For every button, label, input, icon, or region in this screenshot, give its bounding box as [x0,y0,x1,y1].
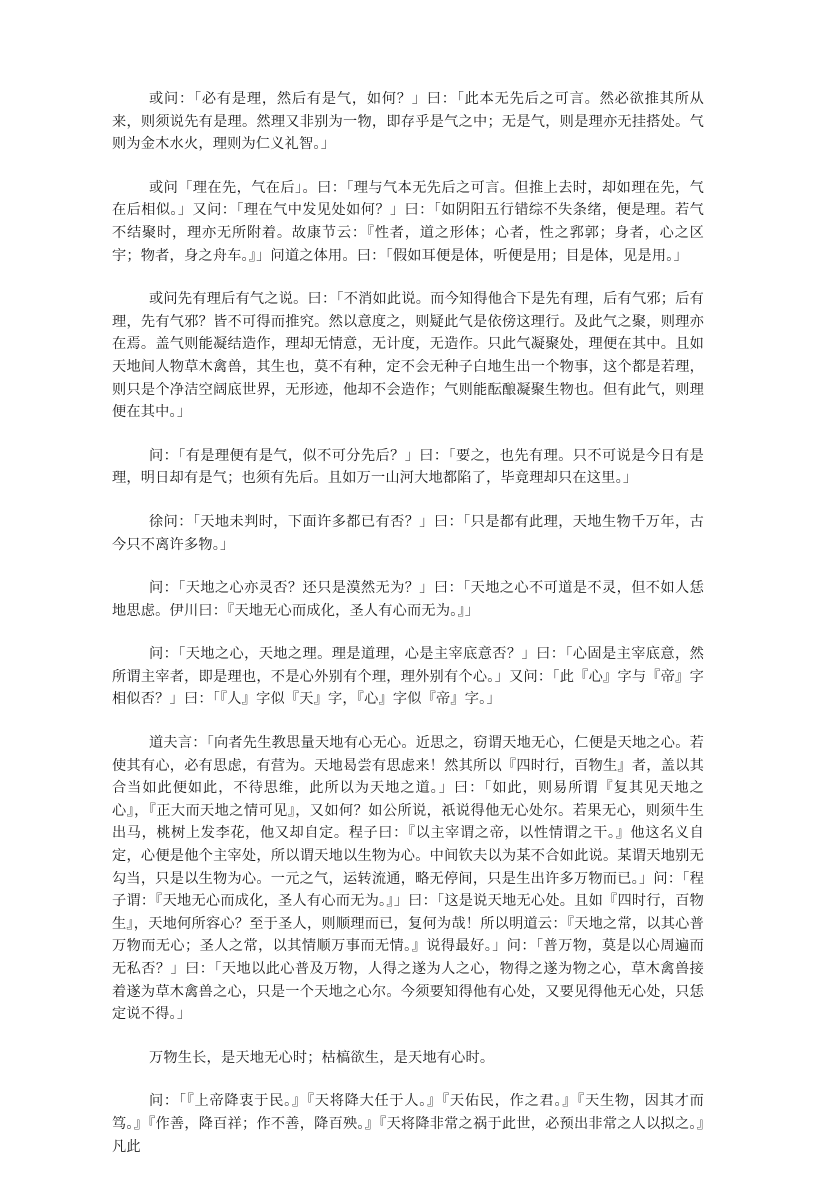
paragraph-6: 问：「天地之心亦灵否？还只是漠然无为？」曰：「天地之心不可道是不灵，但不如人恁地思虑。伊川曰：『天地无心而成化，圣人有心而无为。』」 [112,580,704,619]
paragraph-9: 万物生长，是天地无心时；枯槁欲生，是天地有心时。 [149,1049,495,1066]
paragraph-10: 问：「『上帝降衷于民。』『天将降大任于人。』『天佑民，作之君。』『天生物，因其才而笃。』『作善，降百祥；作不善，降百殃。』『天将降非常之祸于此世，必预出非常之人以拟之。』凡此 [112,1093,704,1155]
paragraph-7: 问：「天地之心，天地之理。理是道理，心是主宰底意否？」曰：「心固是主宰底意，然所谓主宰者，即是理也，不是心外别有个理，理外别有个心。」又问：「此『心』字与『帝』字相似否？」曰：「『人』字似『天』字，『心』字似『帝』字。」 [112,646,704,708]
paragraph-8: 道夫言：「向者先生教思量天地有心无心。近思之，窃谓天地无心，仁便是天地之心。若使其有心，必有思虑，有营为。天地曷尝有思虑来！然其所以『四时行，百物生』者，盖以其合当如此便如此，不待思维，此所以为天地之道。」曰：「如此，则易所谓『复其见天地之心』，『正大而天地之情可见』，又如何？如公所说，祇说得他无心处尔。若果无心，则须牛生出马，桃树上发李花，他又却自定。程子曰：『以主宰谓之帝，以性情谓之干。』他这名义自定，心便是他个主宰处，所以谓天地以生物为心。中间钦夫以为某不合如此说。某谓天地别无勾当，只是以生物为心。一元之气，运转流通，略无停间，只是生出许多万物而已。」问：「程子谓：『天地无心而成化，圣人有心而无为。』」曰：「这是说天地无心处。且如『四时行，百物生』，天地何所容心？至于圣人，则顺理而已，复何为哉！所以明道云：『天地之常，以其心普万物而无心；圣人之常，以其情顺万事而无情。』说得最好。」问：「普万物，莫是以心周遍而无私否？」曰：「天地以此心普及万物，人得之遂为人之心，物得之遂为物之心，草木禽兽接着遂为草木禽兽之心，只是一个天地之心尔。今须要知得他有心处，又要见得他无心处，只恁定说不得。」 [112,735,704,1023]
paragraph-2: 或问「理在先，气在后」。曰：「理与气本无先后之可言。但推上去时，却如理在先，气在后相似。」又问：「理在气中发见处如何？」曰：「如阴阳五行错综不失条绪，便是理。若气不结聚时，理亦无所附着。故康节云：『性者，道之形体；心者，性之郛郭；身者，心之区宇；物者，身之舟车。』」问道之体用。曰：「假如耳便是体，听便是用；目是体，见是用。」 [112,179,704,264]
paragraph-4: 问：「有是理便有是气，似不可分先后？」曰：「要之，也先有理。只不可说是今日有是理，明日却有是气；也须有先后。且如万一山河大地都陷了，毕竟理却只在这里。」 [112,447,704,487]
paragraph-3: 或问先有理后有气之说。曰：「不消如此说。而今知得他合下是先有理，后有气邪；后有理，先有气邪？皆不可得而推究。然以意度之，则疑此气是依傍这理行。及此气之聚，则理亦在焉。盖气则能凝结造作，理却无情意，无计度，无造作。只此气凝聚处，理便在其中。且如天地间人物草木禽兽，其生也，莫不有种，定不会无种子白地生出一个物事，这个都是若理，则只是个净洁空阔底世界，无形迹，他却不会造作；气则能酝酿凝聚生物也。但有此气，则理便在其中。」 [112,291,704,421]
document-page [112,88,704,1179]
paragraph-5: 徐问：「天地未判时，下面许多都已有否？」曰：「只是都有此理，天地生物千万年，古今只不离许多物。」 [112,513,704,553]
paragraph-1: 或问：「必有是理，然后有是气，如何？」曰：「此本无先后之可言。然必欲推其所从来，则须说先有是理。然理又非别为一物，即存乎是气之中；无是气，则是理亦无挂搭处。气则为金木水火，理则为仁义礼智。」 [112,91,704,153]
